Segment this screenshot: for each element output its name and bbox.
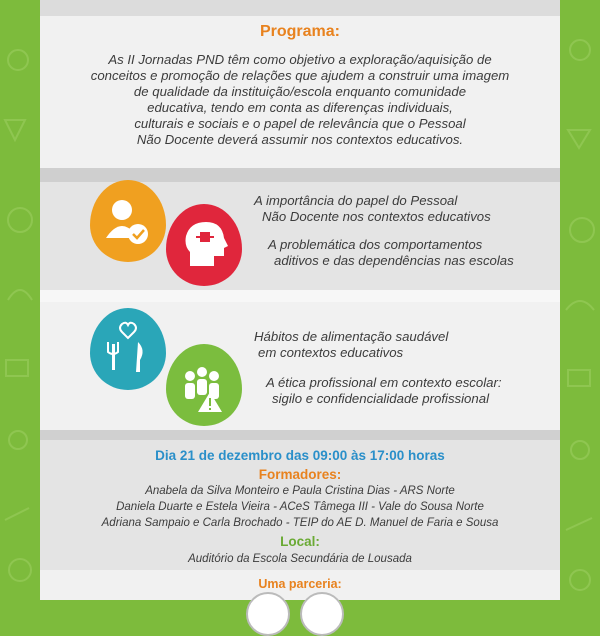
fold-3 (40, 430, 560, 440)
program-description (40, 52, 560, 148)
top-fold-shadow (40, 0, 560, 16)
trainer-line: Daniela Duarte e Estela Vieira - ACeS Tâmega III - Vale do Sousa Norte (116, 501, 484, 513)
program-line: conceitos e promoção de relações que ajudem a construir uma imagem (90, 68, 510, 83)
partnership-title: Uma parceria: (258, 577, 342, 591)
topic-3-line-2: em contextos educativos (258, 345, 404, 360)
person-check-icon (90, 180, 166, 262)
program-line: educativa, tendo em conta as diferenças individuais, (147, 100, 453, 115)
trainer-line: Anabela da Silva Monteiro e Paula Cristina Dias - ARS Norte (145, 485, 455, 497)
group-warning-icon (166, 344, 242, 426)
partner-logo (246, 592, 290, 636)
location-title: Local: (280, 534, 320, 549)
program-line: de qualidade da instituição/escola enquanto comunidade (133, 84, 467, 99)
topic-4-line-1: A ética profissional em contexto escolar: (266, 375, 502, 390)
program-line: culturais e sociais e o papel de relevância que o Pessoal (134, 116, 466, 131)
event-date: Dia 21 de dezembro das 09:00 às 17:00 horas (155, 448, 445, 463)
fold-2 (40, 290, 560, 302)
trainer-line: Adriana Sampaio e Carla Brochado - TEIP do AE D. Manuel de Faria e Sousa (101, 517, 499, 529)
trainers-title: Formadores: (258, 467, 342, 482)
location-text: Auditório da Escola Secundária de Lousada (188, 553, 412, 565)
program-line: Não Docente deverá assumir nos contextos educativos. (136, 132, 464, 147)
topic-4-line-2: sigilo e confidencialidade profissional (272, 391, 489, 406)
topic-2-line-1: A problemática dos comportamentos (268, 237, 483, 252)
program-line: As II Jornadas PND têm como objetivo a exploração/aquisição de (108, 52, 492, 67)
topic-1-line-2: Não Docente nos contextos educativos (262, 209, 491, 224)
program-title: Programa: (259, 23, 341, 40)
fork-knife-heart-icon (90, 308, 166, 390)
topic-1-line-1: A importância do papel do Pessoal (254, 193, 458, 208)
partner-logo (300, 592, 344, 636)
head-puzzle-icon (166, 204, 242, 286)
topic-3-line-1: Hábitos de alimentação saudável (254, 329, 449, 344)
topic-2-line-2: aditivos e das dependências nas escolas (274, 253, 514, 268)
